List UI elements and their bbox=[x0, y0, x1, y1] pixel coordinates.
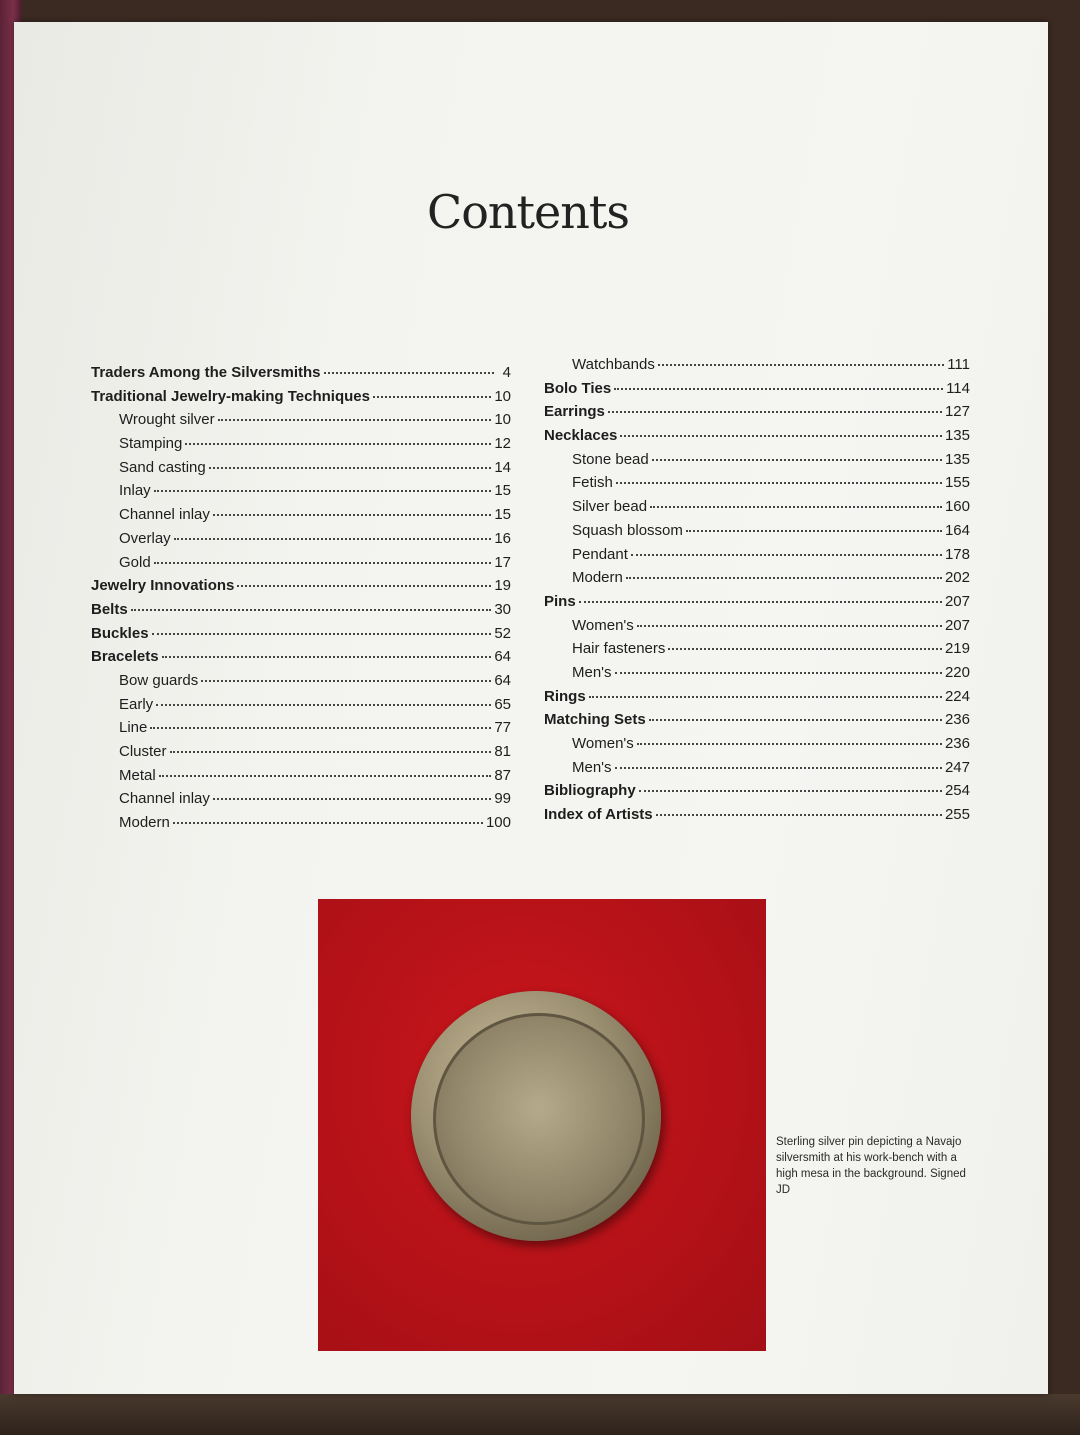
toc-entry-page: 10 bbox=[494, 411, 511, 429]
toc-entry-page: 220 bbox=[944, 663, 970, 681]
toc-entry-label: Traders Among the Silversmiths bbox=[91, 364, 321, 381]
toc-entry bbox=[91, 435, 511, 459]
dot-leader bbox=[170, 751, 492, 753]
toc-entry-page: 135 bbox=[944, 427, 970, 445]
toc-entry-label: Gold bbox=[119, 553, 151, 571]
toc-entry-label: Fetish bbox=[572, 474, 613, 492]
dot-leader bbox=[650, 506, 942, 508]
toc-entry bbox=[91, 530, 511, 554]
photo-caption: Sterling silver pin depicting a Navajo silversmith at his work-bench with a high mesa in the background. Signed JD bbox=[776, 1136, 966, 1196]
toc-entry bbox=[91, 767, 511, 791]
toc-entry-label: Channel inlay bbox=[119, 790, 210, 808]
toc-entry-page: 99 bbox=[494, 790, 511, 808]
dot-leader bbox=[637, 625, 942, 627]
dot-leader bbox=[616, 482, 942, 484]
toc-entry-label: Channel inlay bbox=[119, 506, 210, 524]
toc-entry bbox=[544, 569, 970, 593]
dot-leader bbox=[656, 814, 942, 816]
dot-leader bbox=[154, 490, 492, 492]
toc-entry bbox=[544, 498, 970, 522]
toc-entry-label: Traditional Jewelry-making Techniques bbox=[91, 387, 370, 405]
toc-entry-label: Index of Artists bbox=[544, 806, 653, 824]
toc-entry-page: 114 bbox=[946, 379, 970, 397]
toc-entry-label: Line bbox=[119, 719, 148, 737]
toc-entry bbox=[91, 506, 511, 530]
toc-entry-page: 12 bbox=[494, 435, 511, 453]
toc-entry-page: 100 bbox=[485, 814, 511, 832]
page-title: Contents bbox=[427, 185, 629, 239]
toc-entry-page: 4 bbox=[502, 364, 511, 381]
dot-leader bbox=[209, 467, 492, 469]
toc-entry-label: Sand casting bbox=[119, 458, 206, 476]
toc-entry-page: 160 bbox=[944, 498, 970, 516]
toc-entry bbox=[91, 388, 511, 412]
toc-entry-label: Necklaces bbox=[544, 427, 618, 445]
toc-entry-page: 127 bbox=[944, 403, 970, 421]
toc-entry-label: Bolo Ties bbox=[544, 379, 612, 397]
toc-entry-label: Early bbox=[119, 695, 154, 713]
toc-entry-page: 164 bbox=[944, 521, 970, 539]
dot-leader bbox=[579, 601, 942, 603]
dot-leader bbox=[201, 680, 491, 682]
toc-entry-label: Women's bbox=[572, 616, 634, 634]
toc-entry bbox=[544, 688, 970, 712]
toc-entry-label: Bow guards bbox=[119, 671, 199, 689]
toc-entry bbox=[91, 364, 511, 388]
toc-entry-page: 155 bbox=[944, 474, 970, 492]
toc-entry-page: 219 bbox=[944, 640, 970, 658]
toc-entry-page: 15 bbox=[494, 506, 511, 524]
dot-leader bbox=[213, 514, 491, 516]
toc-entry bbox=[544, 380, 970, 404]
toc-entry-page: 224 bbox=[944, 687, 970, 705]
toc-entry-label: Hair fasteners bbox=[572, 640, 666, 658]
toc-entry bbox=[91, 719, 511, 743]
dot-leader bbox=[686, 530, 942, 532]
dot-leader bbox=[213, 798, 491, 800]
toc-entry-page: 15 bbox=[494, 482, 511, 500]
toc-entry-label: Rings bbox=[544, 687, 586, 705]
toc-entry bbox=[544, 546, 970, 570]
toc-entry-page: 77 bbox=[494, 719, 511, 737]
dot-leader bbox=[620, 435, 942, 437]
toc-entry-page: 16 bbox=[494, 529, 511, 547]
toc-entry-page: 236 bbox=[944, 735, 970, 752]
dot-leader bbox=[658, 364, 944, 366]
toc-entry-page: 14 bbox=[494, 458, 511, 476]
silver-pin-medallion bbox=[411, 991, 661, 1241]
dot-leader bbox=[152, 633, 492, 635]
toc-entry bbox=[91, 672, 511, 696]
toc-entry-label: Stamping bbox=[119, 435, 183, 453]
toc-entry-label: Pendant bbox=[572, 545, 628, 563]
toc-entry bbox=[91, 648, 511, 672]
toc-entry-label: Jewelry Innovations bbox=[91, 577, 235, 595]
toc-entry-label: Bibliography bbox=[544, 782, 636, 800]
toc-entry bbox=[544, 427, 970, 451]
toc-entry-page: 111 bbox=[947, 356, 970, 373]
toc-entry-label: Matching Sets bbox=[544, 711, 646, 729]
toc-entry-page: 207 bbox=[944, 616, 970, 634]
toc-entry-label: Men's bbox=[572, 663, 612, 681]
dot-leader bbox=[131, 609, 492, 611]
toc-entry bbox=[544, 522, 970, 546]
toc-entry bbox=[91, 696, 511, 720]
toc-entry-page: 236 bbox=[944, 711, 970, 729]
dot-leader bbox=[626, 577, 942, 579]
dot-leader bbox=[615, 767, 942, 769]
toc-entry bbox=[91, 790, 511, 814]
toc-entry bbox=[544, 640, 970, 664]
toc-entry-label: Men's bbox=[572, 758, 612, 776]
toc-entry-page: 254 bbox=[944, 782, 970, 800]
dot-leader bbox=[614, 388, 943, 390]
toc-entry bbox=[544, 356, 970, 380]
dot-leader bbox=[652, 459, 942, 461]
toc-entry bbox=[544, 759, 970, 783]
dot-leader bbox=[589, 696, 942, 698]
toc-entry-label: Cluster bbox=[119, 743, 167, 760]
toc-entry bbox=[544, 806, 970, 830]
toc-entry-page: 247 bbox=[944, 758, 970, 776]
dot-leader bbox=[615, 672, 942, 674]
dot-leader bbox=[218, 419, 492, 421]
toc-entry-label: Pins bbox=[544, 592, 576, 610]
toc-entry-page: 64 bbox=[494, 648, 511, 666]
toc-entry bbox=[544, 593, 970, 617]
toc-entry-page: 178 bbox=[944, 545, 970, 563]
dot-leader bbox=[639, 790, 942, 792]
dot-leader bbox=[174, 538, 492, 540]
toc-entry-page: 202 bbox=[944, 569, 970, 587]
toc-entry-label: Earrings bbox=[544, 403, 605, 421]
toc-entry bbox=[91, 577, 511, 601]
dot-leader bbox=[637, 743, 942, 745]
toc-entry bbox=[91, 814, 511, 838]
photo-silver-pin bbox=[318, 899, 766, 1351]
toc-entry-label: Buckles bbox=[91, 624, 149, 642]
toc-entry-page: 207 bbox=[944, 592, 970, 610]
toc-entry bbox=[91, 411, 511, 435]
dot-leader bbox=[668, 648, 942, 650]
toc-entry bbox=[544, 664, 970, 688]
toc-entry-page: 65 bbox=[494, 695, 511, 713]
toc-entry bbox=[544, 782, 970, 806]
toc-entry-page: 255 bbox=[944, 806, 970, 824]
toc-entry-label: Modern bbox=[572, 569, 623, 587]
toc-entry bbox=[544, 451, 970, 475]
dot-leader bbox=[324, 372, 494, 374]
toc-entry-label: Watchbands bbox=[572, 356, 655, 373]
dot-leader bbox=[156, 704, 491, 706]
dot-leader bbox=[159, 775, 492, 777]
dot-leader bbox=[608, 411, 942, 413]
toc-entry-label: Metal bbox=[119, 766, 156, 784]
toc-left-column bbox=[91, 364, 511, 838]
toc-entry-page: 52 bbox=[494, 624, 511, 642]
toc-entry bbox=[91, 554, 511, 578]
dot-leader bbox=[150, 727, 491, 729]
toc-entry-label: Belts bbox=[91, 600, 128, 618]
toc-right-column bbox=[544, 356, 970, 830]
toc-entry-page: 135 bbox=[944, 450, 970, 468]
toc-entry-label: Silver bead bbox=[572, 498, 648, 516]
toc-entry bbox=[544, 617, 970, 641]
toc-entry bbox=[91, 625, 511, 649]
dot-leader bbox=[237, 585, 491, 587]
toc-entry-page: 30 bbox=[494, 600, 511, 618]
toc-entry-page: 87 bbox=[494, 766, 511, 784]
toc-entry-label: Women's bbox=[572, 735, 634, 752]
dot-leader bbox=[154, 562, 492, 564]
toc-entry-page: 10 bbox=[494, 387, 511, 405]
toc-entry bbox=[544, 735, 970, 759]
dot-leader bbox=[162, 656, 492, 658]
toc-entry-page: 64 bbox=[494, 671, 511, 689]
dot-leader bbox=[649, 719, 942, 721]
toc-entry bbox=[91, 459, 511, 483]
table-surface bbox=[0, 1394, 1080, 1435]
toc-entry-label: Wrought silver bbox=[119, 411, 215, 429]
toc-entry bbox=[544, 711, 970, 735]
toc-entry-label: Stone bead bbox=[572, 450, 649, 468]
toc-entry bbox=[91, 482, 511, 506]
toc-entry-page: 17 bbox=[494, 553, 511, 571]
toc-entry bbox=[91, 601, 511, 625]
toc-entry bbox=[91, 743, 511, 767]
silversmith-relief bbox=[433, 1013, 645, 1225]
toc-entry-page: 81 bbox=[494, 743, 511, 760]
toc-entry-label: Modern bbox=[119, 814, 170, 832]
dot-leader bbox=[173, 822, 483, 824]
toc-entry-page: 19 bbox=[494, 577, 511, 595]
dot-leader bbox=[373, 396, 491, 398]
toc-entry-label: Squash blossom bbox=[572, 521, 683, 539]
toc-entry-label: Overlay bbox=[119, 529, 171, 547]
toc-entry bbox=[544, 403, 970, 427]
toc-entry bbox=[544, 474, 970, 498]
dot-leader bbox=[631, 554, 942, 556]
toc-entry-label: Inlay bbox=[119, 482, 151, 500]
dot-leader bbox=[185, 443, 491, 445]
toc-entry-label: Bracelets bbox=[91, 648, 159, 666]
